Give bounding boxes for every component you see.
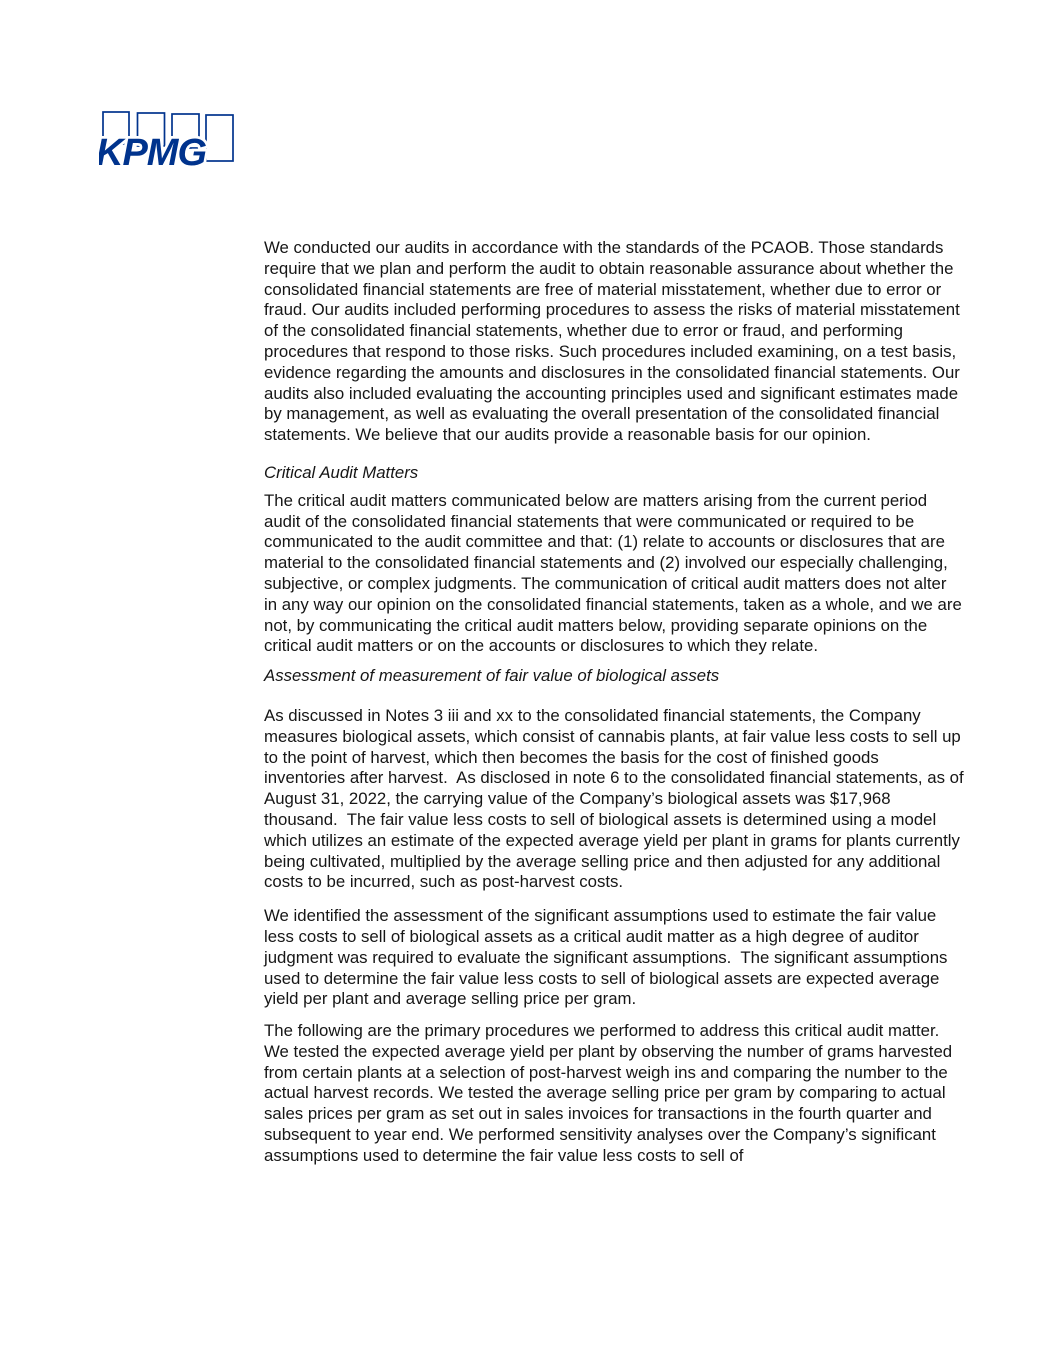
kpmg-logo-graphic xyxy=(99,108,237,172)
paragraph-biological-assets-measurement: As discussed in Notes 3 iii and xx to the consolidated financial statements, the Company measures biological assets, which consist of cannabis plants, at fair value less costs to sell up to the point of harvest, which then becomes the basis for the cost of finished goods inventories after harvest. As disclosed in note 6 to the consolidated financial statements, as of August 31, 2022, the carrying value of the Company’s biological assets was $17,968 thousand. The fair value less costs to sell of biological assets is determined using a model which utilizes an estimate of the expected average yield per plant in grams for plants currently being cultivated, multiplied by the average selling price and then adjusted for any additional costs to be incurred, such as post-harvest costs. xyxy=(264,705,968,892)
report-body xyxy=(264,238,968,1167)
paragraph-critical-audit-matters: The critical audit matters communicated below are matters arising from the current period audit of the consolidated financial statements that were communicated or required to be communicated to the audit committee and that: (1) relate to accounts or disclosures that are material to the consolidated financial statements and (2) involved our especially challenging, subjective, or complex judgments. The communication of critical audit matters does not alter in any way our opinion on the consolidated financial statements, taken as a whole, and we are not, by communicating the critical audit matters below, providing separate opinions on the critical audit matters or on the accounts or disclosures to which they relate. xyxy=(264,490,967,656)
logo-rectangle-4 xyxy=(206,115,233,161)
paragraph-audit-procedures: The following are the primary procedures we performed to address this critical audit matter. We tested the expected average yield per plant by observing the number of grams harvested from certain plants at a selection of post-harvest weigh ins and comparing the number to the actual harvest records. We tested the average selling price per gram by comparing to actual sales prices per gram as set out in sales invoices for transactions in the fourth quarter and subsequent to year end. We performed sensitivity analyses over the Company’s significant assumptions used to determine the fair value less costs to sell of xyxy=(264,1021,957,1165)
paragraph-audit-standards: We conducted our audits in accordance with the standards of the PCAOB. Those standards require that we plan and perform the audit to obtain reasonable assurance about whether the consolidated financial statements are free of material misstatement, whether due to error or fraud. Our audits included performing procedures to assess the risks of material misstatement of the consolidated financial statements, whether due to error or fraud, and performing procedures that respond to those risks. Such procedures included examining, on a test basis, evidence regarding the amounts and disclosures in the consolidated financial statements. Our audits also included evaluating the accounting principles used and significant estimates made by management, as well as evaluating the overall presentation of the consolidated financial statements. We believe that our audits provide a reasonable basis for our opinion. xyxy=(264,238,965,445)
heading-critical-audit-matters: Critical Audit Matters xyxy=(264,462,419,482)
heading-assessment-biological-assets: Assessment of measurement of fair value of biological assets xyxy=(264,666,720,686)
kpmg-logo xyxy=(99,108,237,172)
kpmg-logo-wordmark: KPMG xyxy=(99,132,206,172)
paragraph-significant-assumptions: We identified the assessment of the significant assumptions used to estimate the fair value less costs to sell of biological assets as a critical audit matter as a high degree of auditor judgment was required to evaluate the significant assumptions. The significant assumptions used to determine the fair value less costs to sell of biological assets are expected average yield per plant and average selling price per gram. xyxy=(264,906,953,1009)
